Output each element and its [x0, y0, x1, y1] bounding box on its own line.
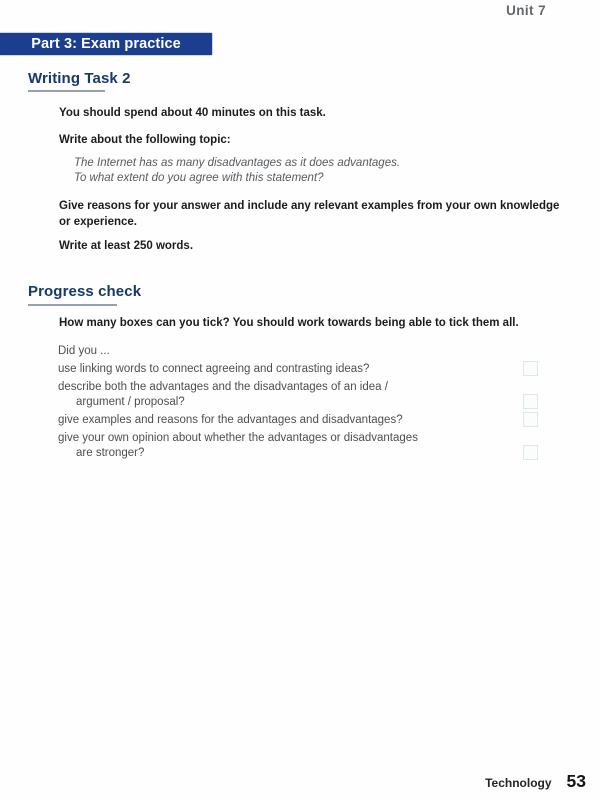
task-topic-line-2: To what extent do you agree with this statement? [74, 172, 324, 184]
checklist-lead-in: Did you ... [58, 345, 110, 357]
spend-time-instruction: You should spend about 40 minutes on this task. [59, 107, 326, 119]
give-reasons-line-2: or experience. [59, 216, 137, 228]
tick-checkbox[interactable] [523, 394, 538, 409]
task-topic [74, 156, 400, 186]
checklist-item-text: are stronger? [76, 447, 145, 459]
checklist-item [58, 362, 550, 377]
page-footer [485, 771, 586, 792]
writing-task-heading: Writing Task 2 [28, 70, 131, 87]
tick-checkbox[interactable] [523, 445, 538, 460]
checklist-item [58, 431, 550, 461]
checklist-item-text: give examples and reasons for the advantages and disadvantages? [58, 414, 403, 426]
part-banner [0, 33, 212, 55]
progress-check-intro: How many boxes can you tick? You should work towards being able to tick them all. [59, 317, 519, 329]
word-count-instruction: Write at least 250 words. [59, 240, 194, 252]
checklist-item [58, 413, 550, 428]
writing-task-underline [28, 90, 105, 92]
topic-intro-instruction: Write about the following topic: [59, 134, 231, 146]
progress-checklist [58, 344, 550, 461]
give-reasons-line-1: Give reasons for your answer and include any relevant examples from your own knowledge [59, 200, 560, 212]
checklist-item-text: give your own opinion about whether the advantages or disadvantages [58, 432, 418, 444]
checklist-item-text: argument / proposal? [76, 396, 185, 408]
checklist-item [58, 380, 550, 410]
tick-checkbox[interactable] [523, 361, 538, 376]
unit-label: Unit 7 [506, 3, 546, 18]
give-reasons-instruction [59, 198, 559, 230]
progress-check-heading: Progress check [28, 283, 142, 300]
footer-section-label: Technology [485, 776, 552, 790]
progress-check-underline [28, 304, 117, 306]
tick-checkbox[interactable] [523, 412, 538, 427]
part-banner-label: Part 3: Exam practice [31, 36, 181, 52]
footer-page-number: 53 [566, 771, 586, 791]
task-topic-line-1: The Internet has as many disadvantages as it does advantages. [74, 157, 401, 169]
checklist-item-text: describe both the advantages and the disadvantages of an idea / [58, 381, 388, 393]
checklist-item-text: use linking words to connect agreeing and contrasting ideas? [58, 363, 370, 375]
